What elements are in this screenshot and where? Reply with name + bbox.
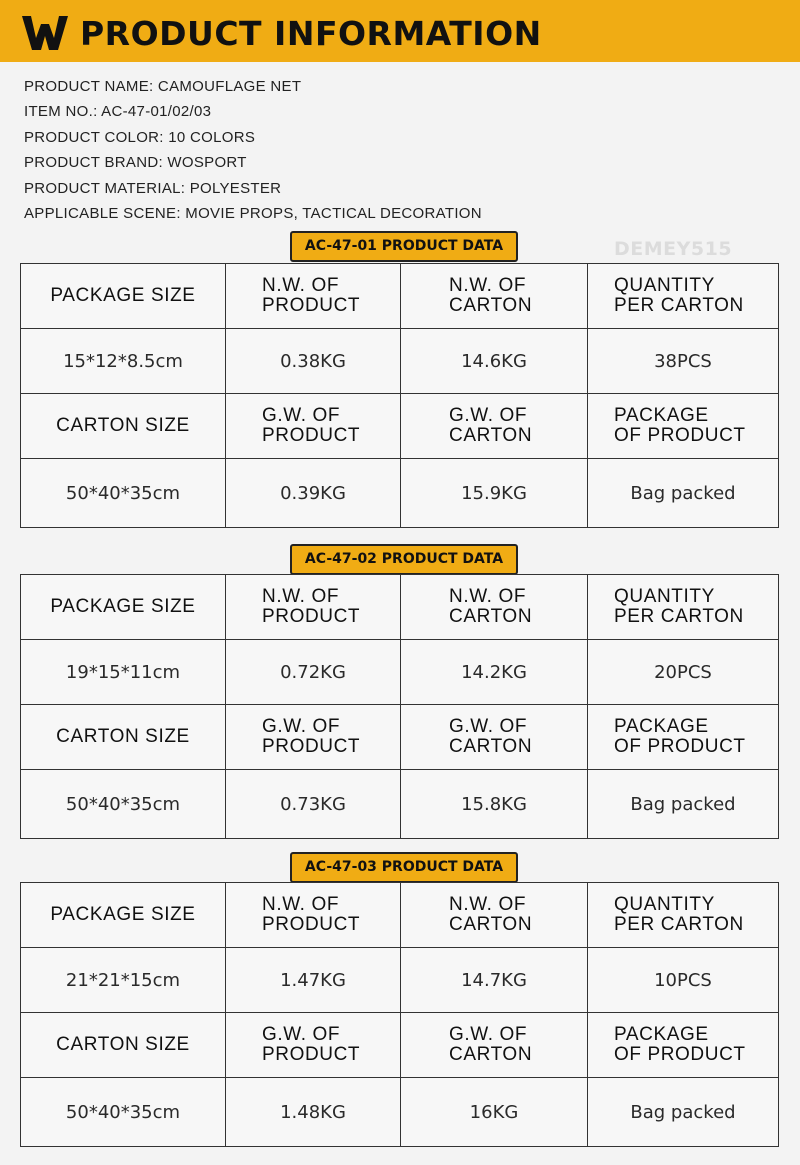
page-title: PRODUCT INFORMATION: [80, 14, 542, 53]
package-of-product-value: Bag packed: [588, 1078, 779, 1147]
section-title-ac-47-03: AC-47-03 PRODUCT DATA: [290, 852, 518, 883]
gw-product-header: G.W. OF PRODUCT: [226, 1013, 401, 1078]
nw-product-header: N.W. OF PRODUCT: [226, 883, 401, 948]
carton-size-header: CARTON SIZE: [21, 394, 226, 459]
qty-carton-value: 10PCS: [588, 948, 779, 1013]
package-size-value: 15*12*8.5cm: [21, 329, 226, 394]
nw-product-value: 0.72KG: [226, 640, 401, 705]
table-row: [21, 1013, 779, 1078]
table-row: [21, 459, 779, 528]
package-of-product-header: PACKAGE OF PRODUCT: [588, 705, 779, 770]
nw-product-header: N.W. OF PRODUCT: [226, 575, 401, 640]
table-row: [21, 394, 779, 459]
watermark: DEMEY515: [614, 238, 733, 260]
package-size-value: 19*15*11cm: [21, 640, 226, 705]
gw-carton-value: 16KG: [401, 1078, 588, 1147]
gw-product-value: 0.73KG: [226, 770, 401, 839]
product-info-list: [24, 74, 584, 226]
package-size-header: PACKAGE SIZE: [21, 883, 226, 948]
carton-size-header: CARTON SIZE: [21, 705, 226, 770]
gw-product-value: 0.39KG: [226, 459, 401, 528]
nw-product-value: 1.47KG: [226, 948, 401, 1013]
qty-carton-header: QUANTITY PER CARTON: [588, 264, 779, 329]
product-brand-line: PRODUCT BRAND: WOSPORT: [24, 154, 247, 172]
product-material-line: PRODUCT MATERIAL: POLYESTER: [24, 179, 282, 197]
item-no-line: ITEM NO.: AC-47-01/02/03: [24, 103, 212, 121]
nw-carton-header: N.W. OF CARTON: [401, 883, 588, 948]
nw-carton-header: N.W. OF CARTON: [401, 264, 588, 329]
table-row: [21, 575, 779, 640]
gw-carton-value: 15.9KG: [401, 459, 588, 528]
gw-carton-header: G.W. OF CARTON: [401, 705, 588, 770]
package-size-header: PACKAGE SIZE: [21, 575, 226, 640]
package-of-product-value: Bag packed: [588, 770, 779, 839]
qty-carton-value: 38PCS: [588, 329, 779, 394]
product-data-table-ac-47-02: [20, 574, 779, 839]
product-color-line: PRODUCT COLOR: 10 COLORS: [24, 128, 256, 146]
gw-product-header: G.W. OF PRODUCT: [226, 705, 401, 770]
gw-product-value: 1.48KG: [226, 1078, 401, 1147]
table-row: [21, 770, 779, 839]
nw-carton-value: 14.6KG: [401, 329, 588, 394]
carton-size-value: 50*40*35cm: [21, 770, 226, 839]
qty-carton-header: QUANTITY PER CARTON: [588, 883, 779, 948]
brand-logo-icon: [22, 14, 68, 52]
package-of-product-value: Bag packed: [588, 459, 779, 528]
product-name-line: PRODUCT NAME: CAMOUFLAGE NET: [24, 78, 302, 95]
package-of-product-header: PACKAGE OF PRODUCT: [588, 1013, 779, 1078]
package-size-value: 21*21*15cm: [21, 948, 226, 1013]
package-size-header: PACKAGE SIZE: [21, 264, 226, 329]
gw-carton-header: G.W. OF CARTON: [401, 1013, 588, 1078]
gw-product-header: G.W. OF PRODUCT: [226, 394, 401, 459]
table-row: [21, 264, 779, 329]
nw-carton-header: N.W. OF CARTON: [401, 575, 588, 640]
qty-carton-value: 20PCS: [588, 640, 779, 705]
product-data-table-ac-47-03: [20, 882, 779, 1147]
table-row: [21, 329, 779, 394]
nw-product-header: N.W. OF PRODUCT: [226, 264, 401, 329]
table-row: [21, 640, 779, 705]
carton-size-value: 50*40*35cm: [21, 459, 226, 528]
table-row: [21, 705, 779, 770]
section-title-ac-47-01: AC-47-01 PRODUCT DATA: [290, 231, 518, 262]
gw-carton-value: 15.8KG: [401, 770, 588, 839]
header-bar: [0, 0, 800, 62]
table-row: [21, 948, 779, 1013]
carton-size-header: CARTON SIZE: [21, 1013, 226, 1078]
gw-carton-header: G.W. OF CARTON: [401, 394, 588, 459]
carton-size-value: 50*40*35cm: [21, 1078, 226, 1147]
table-row: [21, 1078, 779, 1147]
applicable-scene-line: APPLICABLE SCENE: MOVIE PROPS, TACTICAL DECORATION: [24, 205, 482, 223]
product-data-table-ac-47-01: [20, 263, 779, 528]
package-of-product-header: PACKAGE OF PRODUCT: [588, 394, 779, 459]
nw-carton-value: 14.7KG: [401, 948, 588, 1013]
qty-carton-header: QUANTITY PER CARTON: [588, 575, 779, 640]
table-row: [21, 883, 779, 948]
nw-product-value: 0.38KG: [226, 329, 401, 394]
section-title-ac-47-02: AC-47-02 PRODUCT DATA: [290, 544, 518, 575]
nw-carton-value: 14.2KG: [401, 640, 588, 705]
